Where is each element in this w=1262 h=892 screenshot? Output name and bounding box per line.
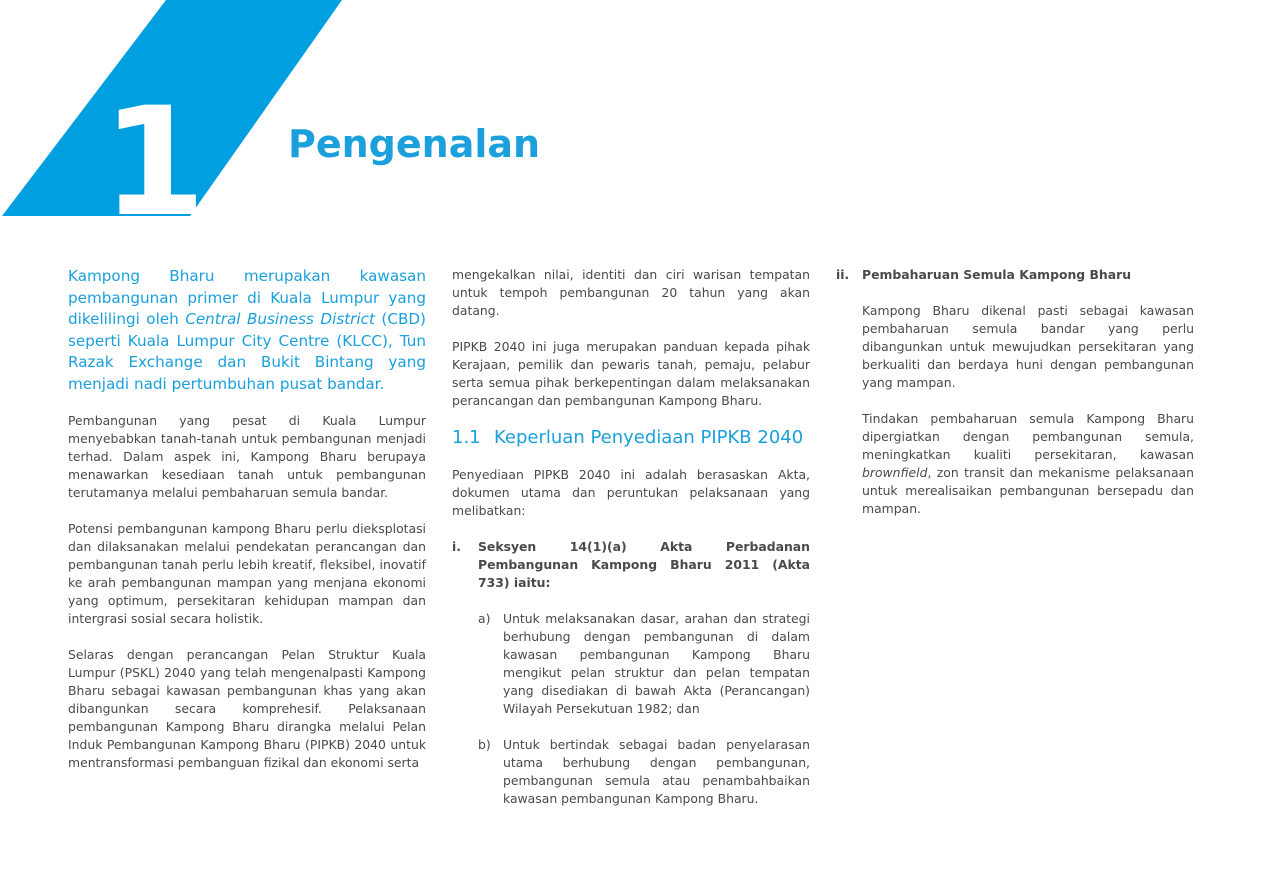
paragraph: Kampong Bharu dikenal pasti sebagai kawasan pembaharuan semula bandar yang perlu dibangunkan untuk mewujudkan persekitaran yang berkualiti dan berdaya huni dengan pembangunan yang mampan. bbox=[862, 303, 1194, 390]
paragraph: Pembangunan yang pesat di Kuala Lumpur menyebabkan tanah-tanah untuk pembangunan menjadi terhad. Dalam aspek ini, Kampong Bharu berupaya menawarkan kesediaan tanah untuk pembangunan terutamanya melalui pembaharuan semula bandar. bbox=[68, 412, 426, 500]
lead-text-italic: Central Business District bbox=[185, 310, 375, 329]
paragraph-text-2: , zon transit dan mekanisme pelaksanaan untuk merealisaikan pembangunan bersepadu dan mampan. bbox=[862, 465, 1194, 516]
list-item-i bbox=[452, 538, 810, 592]
list-item-title: Seksyen 14(1)(a) Akta Perbadanan Pembangunan Kampong Bharu 2011 (Akta 733) iaitu: bbox=[478, 539, 810, 590]
sub-list-text: Untuk melaksanakan dasar, arahan dan strategi berhubung dengan pembangunan di dalam kawasan pembangunan Kampong Bharu mengikut pelan struktur dan pelan tempatan yang disediakan di bawah Akta (Perancangan) Wilayah Persekutuan 1982; dan bbox=[503, 611, 810, 716]
list-marker: ii. bbox=[836, 267, 850, 282]
paragraph-text-italic: brownfield bbox=[862, 465, 928, 480]
list-item-title: Pembaharuan Semula Kampong Bharu bbox=[862, 267, 1132, 282]
column-3 bbox=[836, 266, 1194, 536]
sub-list-marker: b) bbox=[478, 737, 491, 752]
chapter-number: 1 bbox=[101, 76, 207, 220]
sub-list-marker: a) bbox=[478, 611, 491, 626]
column-2 bbox=[452, 266, 810, 808]
paragraph: Selaras dengan perancangan Pelan Struktur Kuala Lumpur (PSKL) 2040 yang telah mengenalpasti Kampong Bharu sebagai kawasan pembangunan khas yang akan dibangunkan secara komprehesif. Pelaksanaan pembangunan Kampong Bharu dirangka melalui Pelan Induk Pembangunan Kampong Bharu (PIPKB) 2040 untuk mentransformasi pembanguan fizikal dan ekonomi serta bbox=[68, 646, 426, 770]
chapter-banner bbox=[0, 0, 350, 220]
sub-list-item bbox=[478, 610, 810, 718]
section-heading bbox=[452, 426, 810, 450]
paragraph: mengekalkan nilai, identiti dan ciri warisan tempatan untuk tempoh pembangunan 20 tahun yang akan datang. bbox=[452, 267, 810, 318]
paragraph bbox=[862, 410, 1194, 518]
list-item-body bbox=[836, 302, 1194, 536]
list-marker: i. bbox=[452, 539, 461, 554]
list-item-ii bbox=[836, 266, 1194, 284]
column-1 bbox=[68, 266, 426, 790]
section-number: 1.1 bbox=[452, 427, 481, 448]
section-intro: Penyediaan PIPKB 2040 ini adalah berasaskan Akta, dokumen utama dan peruntukan pelaksanaan yang melibatkan: bbox=[452, 467, 810, 518]
section-title: Keperluan Penyediaan PIPKB 2040 bbox=[494, 427, 804, 448]
sub-list-text: Untuk bertindak sebagai badan penyelarasan utama berhubung dengan pembangunan, pembangunan semula atau penambahbaikan kawasan pembangunan Kampong Bharu. bbox=[503, 737, 810, 806]
lead-paragraph bbox=[68, 266, 426, 396]
paragraph-text-1: Tindakan pembaharuan semula Kampong Bharu dipergiatkan dengan pembangunan semula, meningkatkan kualiti persekitaran, kawasan bbox=[862, 411, 1194, 462]
sub-list-item bbox=[478, 736, 810, 808]
paragraph: PIPKB 2040 ini juga merupakan panduan kepada pihak Kerajaan, pemilik dan pewaris tanah, pemaju, pelabur serta semua pihak berkepentingan dalam melaksanakan perancangan dan pembangunan Kampong Bharu. bbox=[452, 339, 810, 408]
lead-text-1: Kampong Bharu merupakan kawasan pembangunan primer di Kuala Lumpur yang dikelilingi oleh bbox=[68, 267, 426, 329]
chapter-title: Pengenalan bbox=[288, 122, 541, 166]
paragraph: Potensi pembangunan kampong Bharu perlu dieksplotasi dan dilaksanakan melalui pendekatan perancangan dan pembangunan tanah perlu lebih kreatif, fleksibel, inovatif ke arah pembangunan mampan yang menjana ekonomi yang optimum, persekitaran kehidupan mampan dan intergrasi sosial secara holistik. bbox=[68, 520, 426, 626]
lead-text-2: (CBD) seperti Kuala Lumpur City Centre (KLCC), Tun Razak Exchange dan Bukit Bintang yang menjadi nadi pertumbuhan pusat bandar. bbox=[68, 310, 426, 393]
